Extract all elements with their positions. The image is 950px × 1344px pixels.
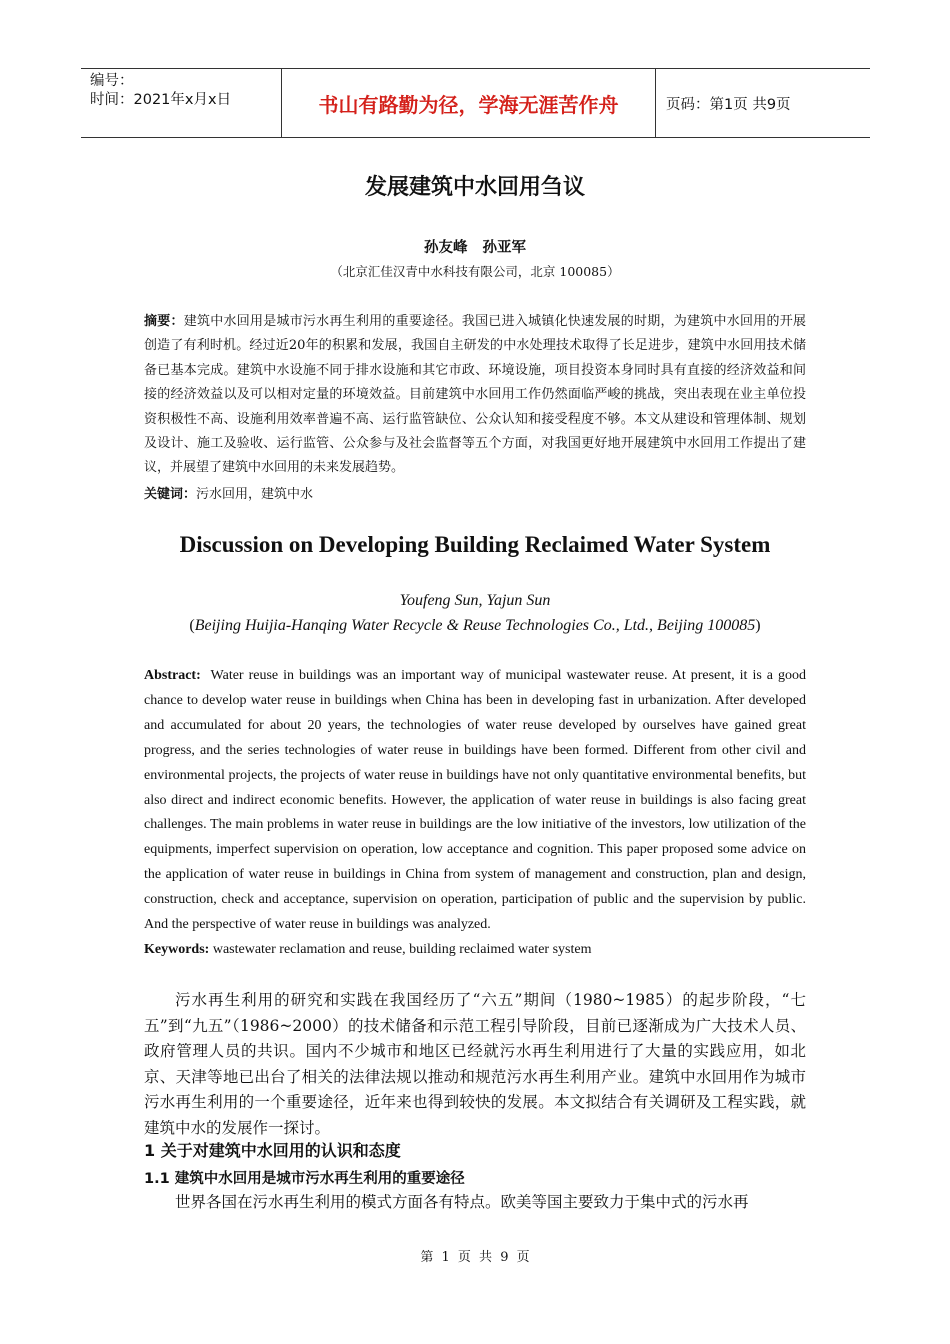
keywords-en-text: wastewater reclamation and reuse, building reclaimed water system <box>212 942 592 957</box>
motto: 书山有路勤为径，学海无涯苦作舟 <box>281 69 656 137</box>
section-1-1-text: 世界各国在污水再生利用的模式方面各有特点。欧美等国主要致力于集中式的污水再 <box>175 1193 749 1211</box>
header-meta <box>81 69 281 137</box>
section-1-heading: 1 关于对建筑中水回用的认识和态度 <box>144 1141 401 1160</box>
keywords-cn-text: 污水回用，建筑中水 <box>196 487 314 502</box>
keywords-en-label: Keywords: <box>144 942 210 957</box>
number-label: 编号： <box>90 73 134 89</box>
page-title-cn: 发展建筑中水回用刍议 <box>364 175 585 200</box>
authors-en: Youfeng Sun, Yajun Sun <box>399 592 551 609</box>
affiliation-cn: （北京汇佳汉青中水科技有限公司，北京 100085） <box>330 264 620 279</box>
abstract-cn-label: 摘要： <box>144 314 184 329</box>
abstract-en-text: Water reuse in buildings was an important way of municipal wastewater reuse. At present, it is a good chance to develop water reuse in buildings when China has been in developing fast in urbanization. After developed and accumulated for about 20 years, the technologies of water reuse developed by ourselves have gained great progress, and the series technologies of water reuse in buildings have been formed. Different from other civil and environmental projects, the projects of water reuse in buildings have not only quantitative environmental benefits, but also direct and indirect economic benefits. However, the application of water reuse in buildings is also facing great challenges. The main problems in water reuse in buildings are the low initiative of the investors, low utilization of the equipments, imperfect supervision on operation, low acceptance and cognition. This paper proposed some advice on the application of water reuse in buildings in China from system of management and construction, plan and design, construction, check and acceptance, supervision on operation, participation of public and the supervision by public. And the perspective of water reuse in buildings was analyzed. <box>144 668 806 933</box>
affiliation-en-text: Beijing Huijia-Hanqing Water Recycle & Reuse Technologies Co., Ltd., Beijing 100085 <box>194 617 756 634</box>
keywords-cn <box>144 483 806 507</box>
header-table <box>81 68 870 138</box>
page-footer: 第 1 页 共 9 页 <box>420 1250 530 1265</box>
keywords-en <box>144 938 806 962</box>
abstract-en <box>144 664 806 938</box>
abstract-cn <box>144 310 806 481</box>
time-label: 时间：2021年x月x日 <box>90 92 232 108</box>
keywords-cn-label: 关键词： <box>144 487 197 502</box>
abstract-en-label: Abstract: <box>144 668 201 683</box>
section-1-1-heading: 1.1 建筑中水回用是城市污水再生利用的重要途径 <box>144 1171 465 1187</box>
abstract-cn-text: 建筑中水回用是城市污水再生利用的重要途径。我国已进入城镇化快速发展的时期，为建筑中水回用的开展创造了有利时机。经过近20年的积累和发展，我国自主研发的中水处理技术取得了长足进步，建筑中水回用技术储备已基本完成。建筑中水设施不同于排水设施和其它市政、环境设施，项目投资本身同时具有直接的经济效益和间接的经济效益以及可以相对定量的环境效益。目前建筑中水回用工作仍然面临严峻的挑战，突出表现在业主单位投资积极性不高、设施利用效率普遍不高、运行监管缺位、公众认知和接受程度不够。本文从建设和管理体制、规划及设计、施工及验收、运行监管、公众参与及社会监督等五个方面，对我国更好地开展建筑中水回用工作提出了建议，并展望了建筑中水回用的未来发展趋势。 <box>144 314 806 476</box>
page-info: 页码：第1页 共9页 <box>666 96 791 113</box>
authors-cn: 孙友峰 孙亚军 <box>423 240 527 256</box>
affiliation-en: (Beijing Huijia-Hanqing Water Recycle & Reuse Technologies Co., Ltd., Beijing 100085) <box>189 617 761 634</box>
page-title-en: Discussion on Developing Building Reclaimed Water System <box>179 532 771 557</box>
intro-paragraph: 污水再生利用的研究和实践在我国经历了“六五”期间（1980~1985）的起步阶段，“七五”到“九五”（1986~2000）的技术储备和示范工程引导阶段，目前已逐渐成为广大技术人员、政府管理人员的共识。国内不少城市和地区已经就污水再生利用进行了大量的实践应用，如北京、天津等地已出台了相关的法律法规以推动和规范污水再生利用产业。建筑中水回用作为城市污水再生利用的一个重要途径，近年来也得到较快的发展。本文拟结合有关调研及工程实践，就建筑中水的发展作一探讨。 <box>144 991 806 1137</box>
